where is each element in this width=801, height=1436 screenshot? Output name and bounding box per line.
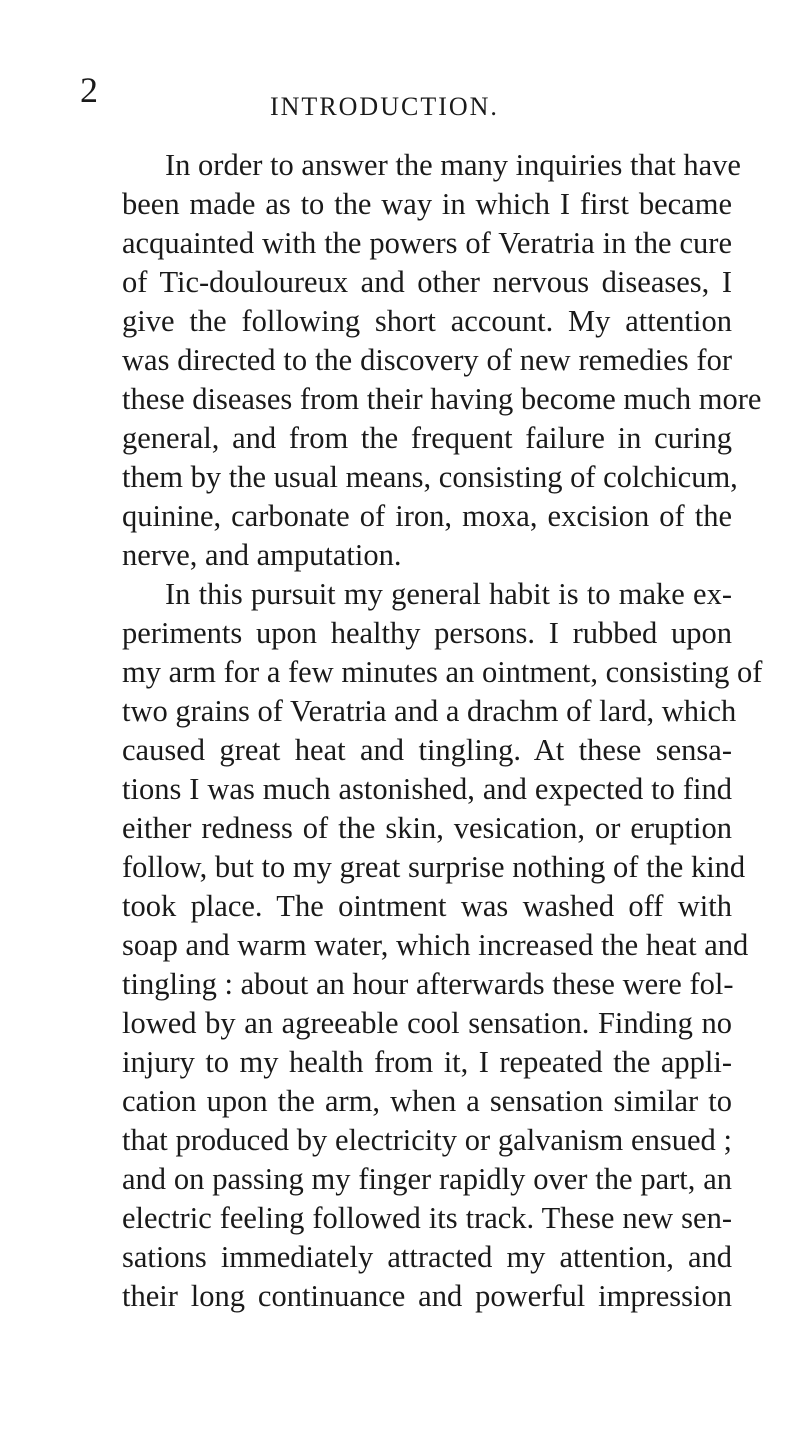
- text-line: follow, but to my great surprise nothing of the kind: [122, 850, 746, 884]
- text-line: tions I was much astonished, and expected to find: [122, 772, 732, 806]
- text-line: took place. The ointment was washed off with: [122, 889, 732, 923]
- text-line: acquainted with the powers of Veratria in the cure: [122, 226, 732, 260]
- text-line: and on passing my finger rapidly over the part, an: [122, 1162, 732, 1196]
- text-line: their long continuance and powerful impression: [122, 1279, 732, 1313]
- text-line: quinine, carbonate of iron, moxa, excision of the: [122, 499, 732, 533]
- text-line: give the following short account. My attention: [122, 304, 732, 338]
- body-text: [122, 146, 763, 1316]
- text-line: these diseases from their having become much more: [122, 382, 762, 416]
- text-line: soap and warm water, which increased the heat and: [122, 928, 749, 962]
- text-line: that produced by electricity or galvanism ensued ;: [122, 1123, 732, 1157]
- text-line: been made as to the way in which I first became: [122, 187, 732, 221]
- text-line: In this pursuit my general habit is to make ex-: [165, 577, 732, 611]
- page-number: 2: [80, 70, 98, 110]
- text-line: general, and from the frequent failure in curing: [122, 421, 732, 455]
- text-line: cation upon the arm, when a sensation similar to: [122, 1084, 732, 1118]
- text-line: nerve, and amputation.: [122, 538, 402, 572]
- text-line: injury to my health from it, I repeated the appli-: [122, 1045, 732, 1079]
- text-line: periments upon healthy persons. I rubbed upon: [122, 616, 732, 650]
- text-line: sations immediately attracted my attention, and: [122, 1240, 732, 1274]
- paragraph: [122, 146, 762, 575]
- text-line: lowed by an agreeable cool sensation. Finding no: [122, 1006, 732, 1040]
- running-head: INTRODUCTION.: [270, 92, 499, 121]
- text-line: electric feeling followed its track. These new sen-: [122, 1201, 732, 1235]
- text-line: caused great heat and tingling. At these sensa-: [122, 733, 732, 767]
- text-line: tingling : about an hour afterwards these were fol-: [122, 967, 734, 1001]
- text-line: them by the usual means, consisting of colchicum,: [122, 460, 738, 494]
- text-line: my arm for a few minutes an ointment, consisting of: [122, 655, 763, 689]
- paragraph: [122, 575, 763, 1316]
- text-line: of Tic-douloureux and other nervous diseases, I: [122, 265, 732, 299]
- text-line: either redness of the skin, vesication, or eruption: [122, 811, 732, 845]
- text-line: was directed to the discovery of new remedies for: [122, 343, 732, 377]
- text-line: two grains of Veratria and a drachm of lard, which: [122, 694, 737, 728]
- text-line: In order to answer the many inquiries that have: [165, 148, 741, 182]
